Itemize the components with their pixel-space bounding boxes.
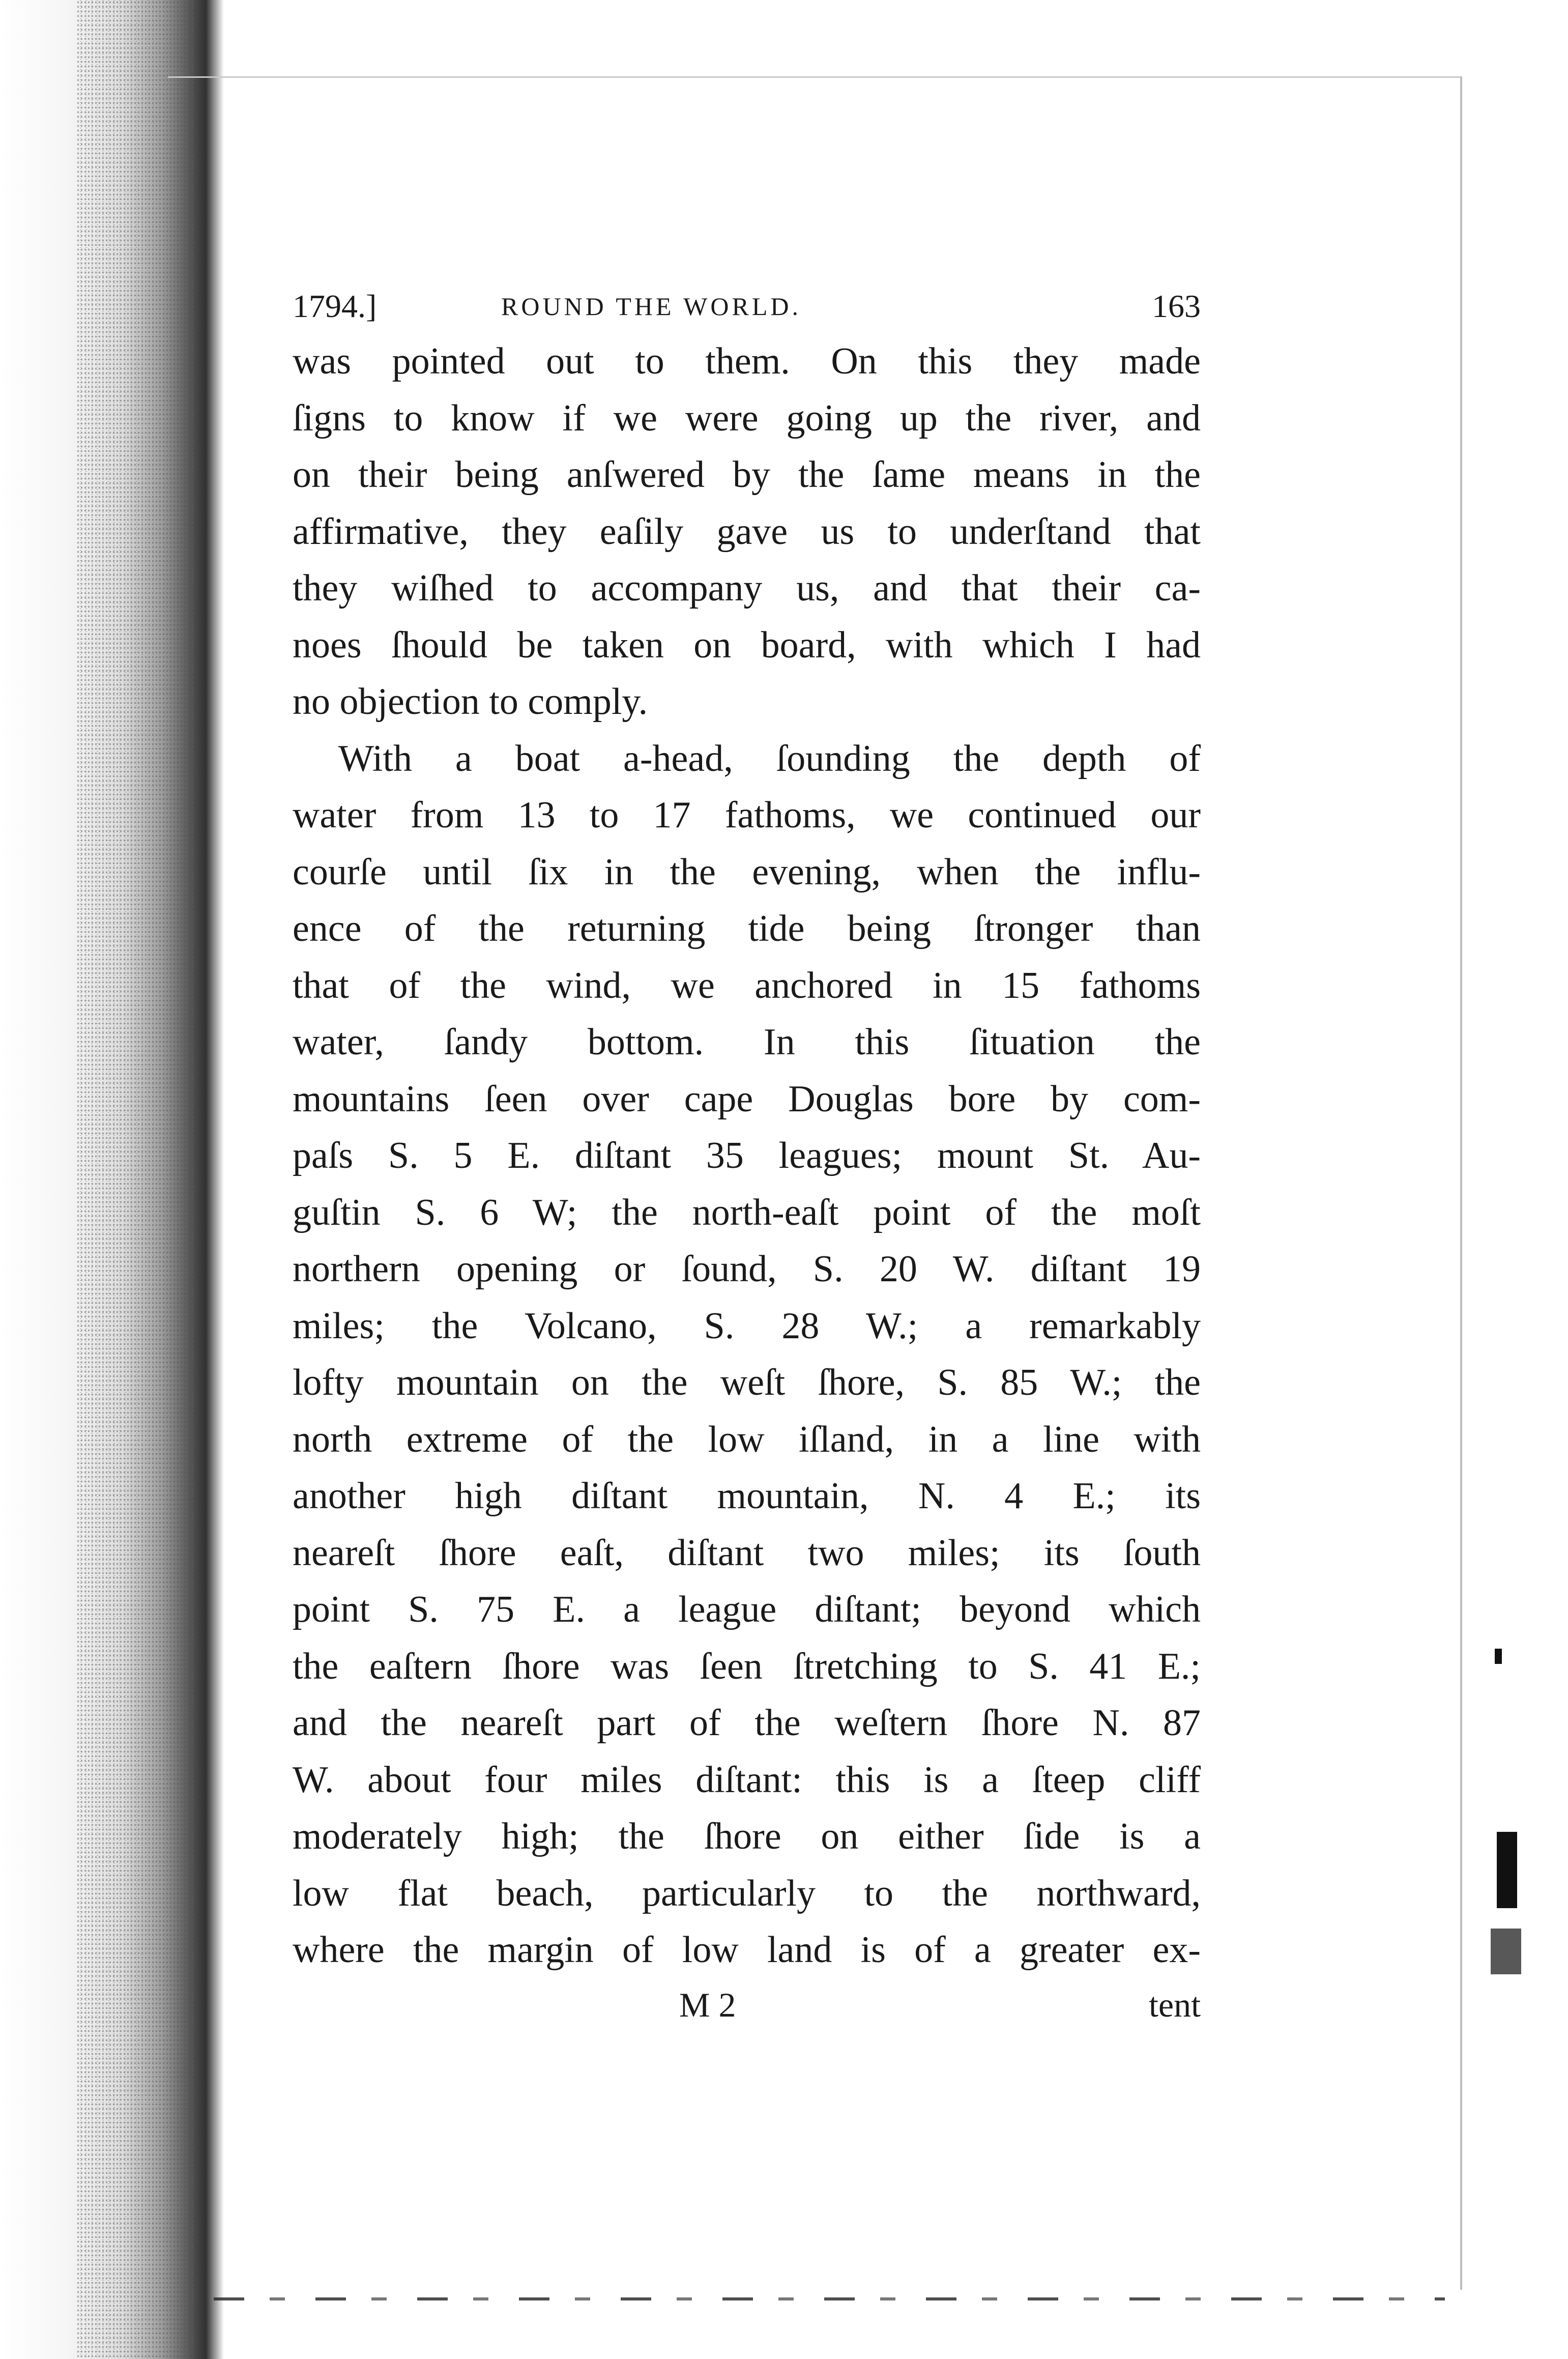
text-line: where the margin of low land is of a greater ex-: [293, 1929, 1201, 1971]
text-line: the eaſtern ſhore was ſeen ſtretching to S. 41 E.;: [293, 1645, 1201, 1687]
text-line: was pointed out to them. On this they made: [293, 340, 1201, 382]
text-line: they wiſhed to accompany us, and that their ca-: [293, 567, 1201, 609]
text-line: moderately high; the ſhore on either ſide is a: [293, 1816, 1201, 1857]
text-line: ſigns to know if we were going up the river, and: [293, 397, 1201, 439]
text-line: miles; the Volcano, S. 28 W.; a remarkably: [293, 1305, 1201, 1347]
running-head: [293, 277, 1201, 338]
scan-noise: [76, 0, 193, 2359]
page-footer: [293, 1980, 1201, 2036]
page-edge-top: [168, 76, 1460, 78]
text-line: mountains ſeen over cape Douglas bore by com-: [293, 1078, 1201, 1120]
running-head-year: 1794.]: [293, 288, 377, 324]
book-page: [293, 277, 1201, 2036]
text-line: no objection to comply.: [293, 681, 648, 723]
text-line: point S. 75 E. a league diſtant; beyond which: [293, 1589, 1201, 1630]
text-line: With a boat a-head, ſounding the depth of: [338, 737, 1201, 780]
text-line: and the neareſt part of the weſtern ſhore N. 87: [293, 1702, 1201, 1744]
text-line: W. about four miles diſtant: this is a ſteep cliff: [293, 1759, 1201, 1801]
text-line: another high diſtant mountain, N. 4 E.; its: [293, 1475, 1201, 1517]
signature-mark: M 2: [679, 1985, 736, 2024]
text-line: north extreme of the low iſland, in a line with: [293, 1418, 1201, 1460]
text-line: affirmative, they eaſily gave us to underſtand that: [293, 510, 1201, 553]
text-line: northern opening or ſound, S. 20 W. diſtant 19: [293, 1248, 1201, 1290]
margin-mark: [1497, 1832, 1517, 1908]
text-line: water from 13 to 17 fathoms, we continued our: [293, 794, 1201, 836]
text-line: ence of the returning tide being ſtronger than: [293, 908, 1201, 950]
text-line: noes ſhould be taken on board, with which I had: [293, 624, 1201, 666]
text-line: on their being anſwered by the ſame means in the: [293, 454, 1201, 496]
text-line: that of the wind, we anchored in 15 fathoms: [293, 964, 1201, 1006]
margin-mark: [1495, 1649, 1502, 1664]
catchword: tent: [1149, 1985, 1201, 2024]
text-line: neareſt ſhore eaſt, diſtant two miles; its ſouth: [293, 1532, 1201, 1574]
page-edge-bottom: [214, 2297, 1445, 2300]
text-line: water, ſandy bottom. In this ſituation the: [293, 1021, 1201, 1063]
page-number: 163: [1152, 288, 1201, 324]
text-line: courſe until ſix in the evening, when the influ-: [293, 851, 1201, 893]
running-head-title: ROUND THE WORLD.: [501, 292, 801, 321]
text-line: guſtin S. 6 W; the north-eaſt point of the moſt: [293, 1191, 1201, 1233]
text-line: lofty mountain on the weſt ſhore, S. 85 W.; the: [293, 1362, 1201, 1403]
text-line: low flat beach, particularly to the northward,: [293, 1872, 1201, 1914]
body-text: [293, 333, 1201, 1979]
text-line: paſs S. 5 E. diſtant 35 leagues; mount St. Au-: [293, 1135, 1201, 1176]
page-edge-right: [1460, 76, 1462, 2290]
margin-mark: [1491, 1929, 1521, 1974]
